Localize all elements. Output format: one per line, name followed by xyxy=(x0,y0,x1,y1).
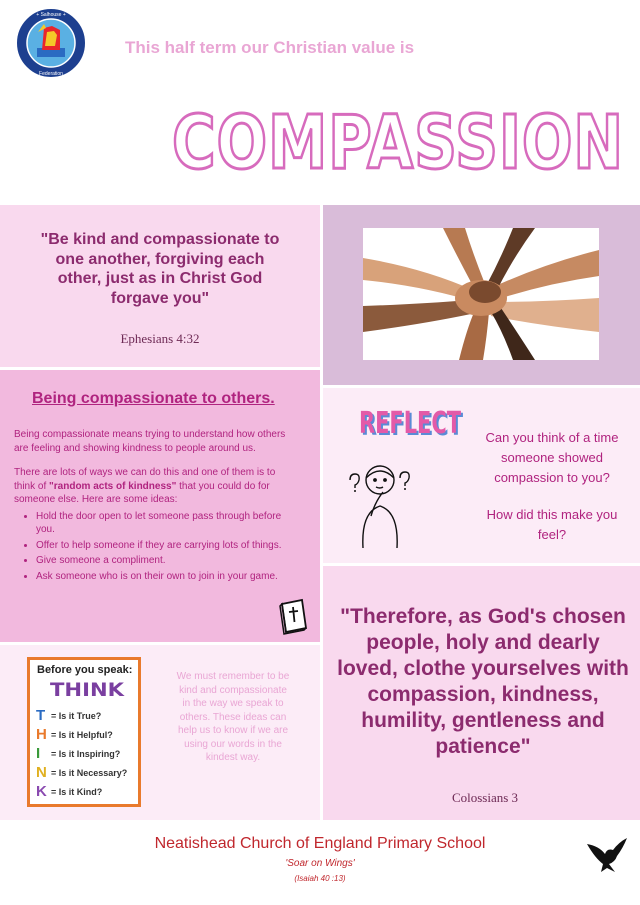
school-name: Neatishead Church of England Primary School xyxy=(154,835,486,852)
bible-icon xyxy=(276,598,310,636)
eagle-icon xyxy=(585,836,629,874)
being-para-2: There are lots of ways we can do this and one of them is to think of "random acts of kindness" that you could do for someone else. Here are some ideas: xyxy=(14,467,276,505)
think-row: K = Is it Kind? xyxy=(36,783,103,800)
think-row: N = Is it Necessary? xyxy=(36,764,128,781)
kindness-idea: • Ask someone who is on their own to join in your game. xyxy=(36,570,294,584)
being-compassionate-heading: Being compassionate to others. xyxy=(32,390,275,407)
think-explanation: We must remember to be kind and compassionate in the way we speak to others. These ideas can help us to know if we are using our words in the kindest way. xyxy=(176,671,290,763)
reflect-title-text: REFLECT xyxy=(359,406,462,441)
ephesians-quote: "Be kind and compassionate to one another, forgiving each other, just as in Christ God forgave you" xyxy=(40,231,280,307)
school-motto: 'Soar on Wings' xyxy=(285,858,355,869)
kindness-idea: • Give someone a compliment. xyxy=(36,554,294,568)
svg-text:Federation: Federation xyxy=(39,71,63,77)
motto-reference: (Isaiah 40 :13) xyxy=(294,874,346,883)
colossians-reference: Colossians 3 xyxy=(451,790,519,805)
headline-text: COMPASSION xyxy=(172,100,624,186)
thinking-person-icon xyxy=(345,458,415,550)
ephesians-reference: Ephesians 4:32 xyxy=(120,331,200,346)
kindness-idea: • Offer to help someone if they are carrying lots of things. xyxy=(36,539,294,553)
reflect-question-2: How did this make you feel? xyxy=(486,507,618,542)
federation-logo xyxy=(14,6,88,80)
think-row: H = Is it Helpful? xyxy=(36,726,113,743)
think-word-text: THINK xyxy=(50,679,126,699)
reflect-title xyxy=(358,402,468,442)
kindness-ideas-list xyxy=(14,510,294,584)
kindness-idea: • Hold the door open to let someone pass through before you. xyxy=(36,510,294,537)
think-word xyxy=(50,679,130,699)
think-row: T = Is it True? xyxy=(36,707,102,724)
colossians-quote: "Therefore, as God's chosen people, holy and dearly loved, clothe yourselves with compassion, kindness, humility, gentleness and patience" xyxy=(337,605,629,758)
svg-text:+ Salhouse +: + Salhouse + xyxy=(36,12,66,18)
svg-text:REFLECT: REFLECT xyxy=(361,408,464,442)
being-compassionate-body xyxy=(14,428,294,585)
reflect-question-1: Can you think of a time someone showed compassion to you? xyxy=(485,430,619,485)
intro-text: This half term our Christian value is xyxy=(125,38,415,57)
think-before-you-speak: Before you speak: xyxy=(37,664,133,676)
hands-stacked-photo xyxy=(363,228,599,360)
think-row: I = Is it Inspiring? xyxy=(36,745,121,762)
value-headline xyxy=(168,98,628,188)
think-poster xyxy=(27,657,141,807)
being-para-1: Being compassionate means trying to understand how others are feeling and showing kindness to people around us. xyxy=(14,429,286,454)
